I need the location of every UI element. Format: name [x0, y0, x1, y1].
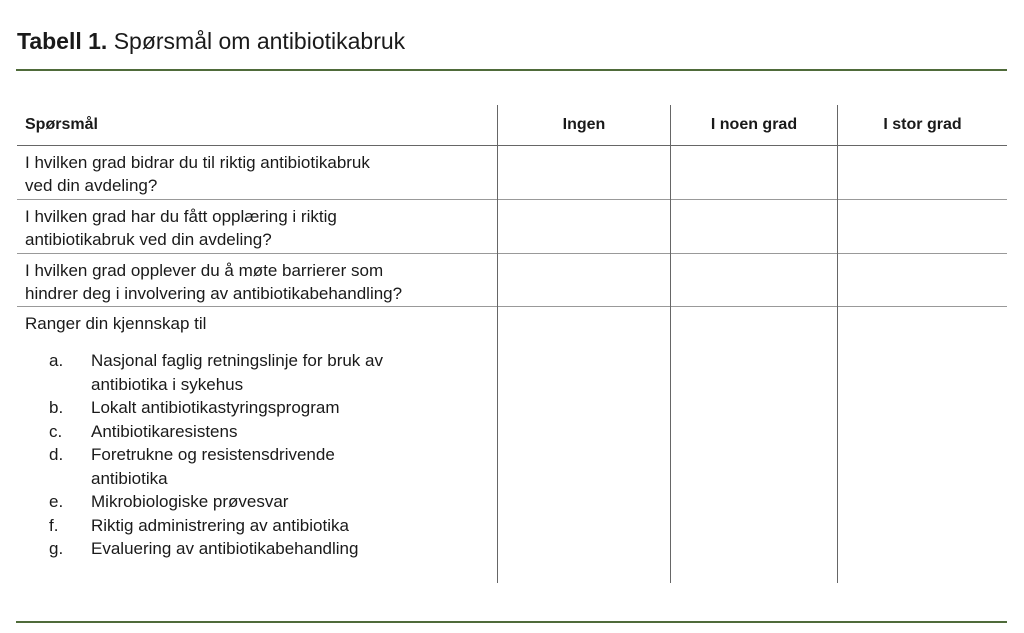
list-item: [25, 349, 497, 396]
list-text: Foretrukne og resistensdrivende: [91, 445, 335, 464]
table-title-text: Spørsmål om antibiotikabruk: [113, 28, 406, 54]
answer-cell-i-stor-grad[interactable]: [837, 306, 1007, 583]
list-item: [25, 396, 497, 420]
answer-cell-i-noen-grad[interactable]: [670, 306, 837, 583]
header-i-noen-grad: I noen grad: [670, 105, 837, 145]
answer-cell-i-stor-grad[interactable]: [837, 199, 1007, 253]
answer-cell-ingen[interactable]: [497, 253, 670, 306]
bottom-rule: [16, 621, 1007, 623]
list-item: [25, 420, 497, 444]
question-line: I hvilken grad opplever du å møte barrierer som: [25, 261, 384, 280]
list-letter: b.: [49, 398, 64, 417]
list-text: Nasjonal faglig retningslinje for bruk av: [91, 351, 383, 370]
header-i-stor-grad: I stor grad: [837, 105, 1007, 145]
list-item: [25, 537, 497, 561]
list-item: [25, 443, 497, 490]
list-text: Evaluering av antibiotikabehandling: [91, 539, 359, 558]
top-rule: [16, 69, 1007, 71]
table-title-label: Tabell 1.: [17, 28, 108, 54]
list-text: Antibiotikaresistens: [91, 421, 238, 441]
list-letter: a.: [49, 351, 64, 370]
table-title: [17, 26, 405, 56]
list-letter: e.: [49, 492, 64, 511]
header-question: Spørsmål: [25, 116, 98, 133]
answer-cell-ingen[interactable]: [497, 145, 670, 199]
list-item: [25, 490, 497, 514]
table-row: [17, 145, 1007, 200]
list-letter: d.: [49, 445, 64, 464]
list-letter: c.: [49, 421, 63, 441]
ranking-list: [25, 349, 497, 561]
table-row-ranking: [17, 306, 1007, 583]
answer-cell-i-noen-grad[interactable]: [670, 253, 837, 306]
list-text: Riktig administrering av antibiotika: [91, 515, 349, 535]
question-line: hindrer deg i involvering av antibiotikabehandling?: [25, 284, 403, 303]
list-text: Lokalt antibiotikastyringsprogram: [91, 398, 340, 417]
ranking-cell: [17, 306, 497, 583]
table-row: [17, 199, 1007, 254]
ranking-intro: Ranger din kjennskap til: [25, 314, 207, 333]
table-row: [17, 253, 1007, 307]
list-text: antibiotika i sykehus: [91, 374, 244, 394]
answer-cell-i-stor-grad[interactable]: [837, 145, 1007, 199]
question-cell: [17, 199, 497, 253]
table-header-row: [17, 105, 1007, 146]
question-line: antibiotikabruk ved din avdeling?: [25, 230, 272, 249]
answer-cell-i-noen-grad[interactable]: [670, 145, 837, 199]
list-text: Mikrobiologiske prøvesvar: [91, 492, 289, 511]
question-line: ved din avdeling?: [25, 176, 158, 195]
list-item: [25, 514, 497, 538]
answer-cell-ingen[interactable]: [497, 306, 670, 583]
list-text: antibiotika: [91, 468, 168, 488]
list-letter: f.: [49, 515, 59, 535]
question-line: I hvilken grad bidrar du til riktig antibiotikabruk: [25, 153, 370, 172]
answer-cell-i-stor-grad[interactable]: [837, 253, 1007, 306]
question-line: I hvilken grad har du fått opplæring i riktig: [25, 207, 337, 226]
answer-cell-ingen[interactable]: [497, 199, 670, 253]
answer-cell-i-noen-grad[interactable]: [670, 199, 837, 253]
question-cell: [17, 145, 497, 199]
header-ingen: Ingen: [497, 105, 670, 145]
list-letter: g.: [49, 539, 64, 558]
question-cell: [17, 253, 497, 306]
